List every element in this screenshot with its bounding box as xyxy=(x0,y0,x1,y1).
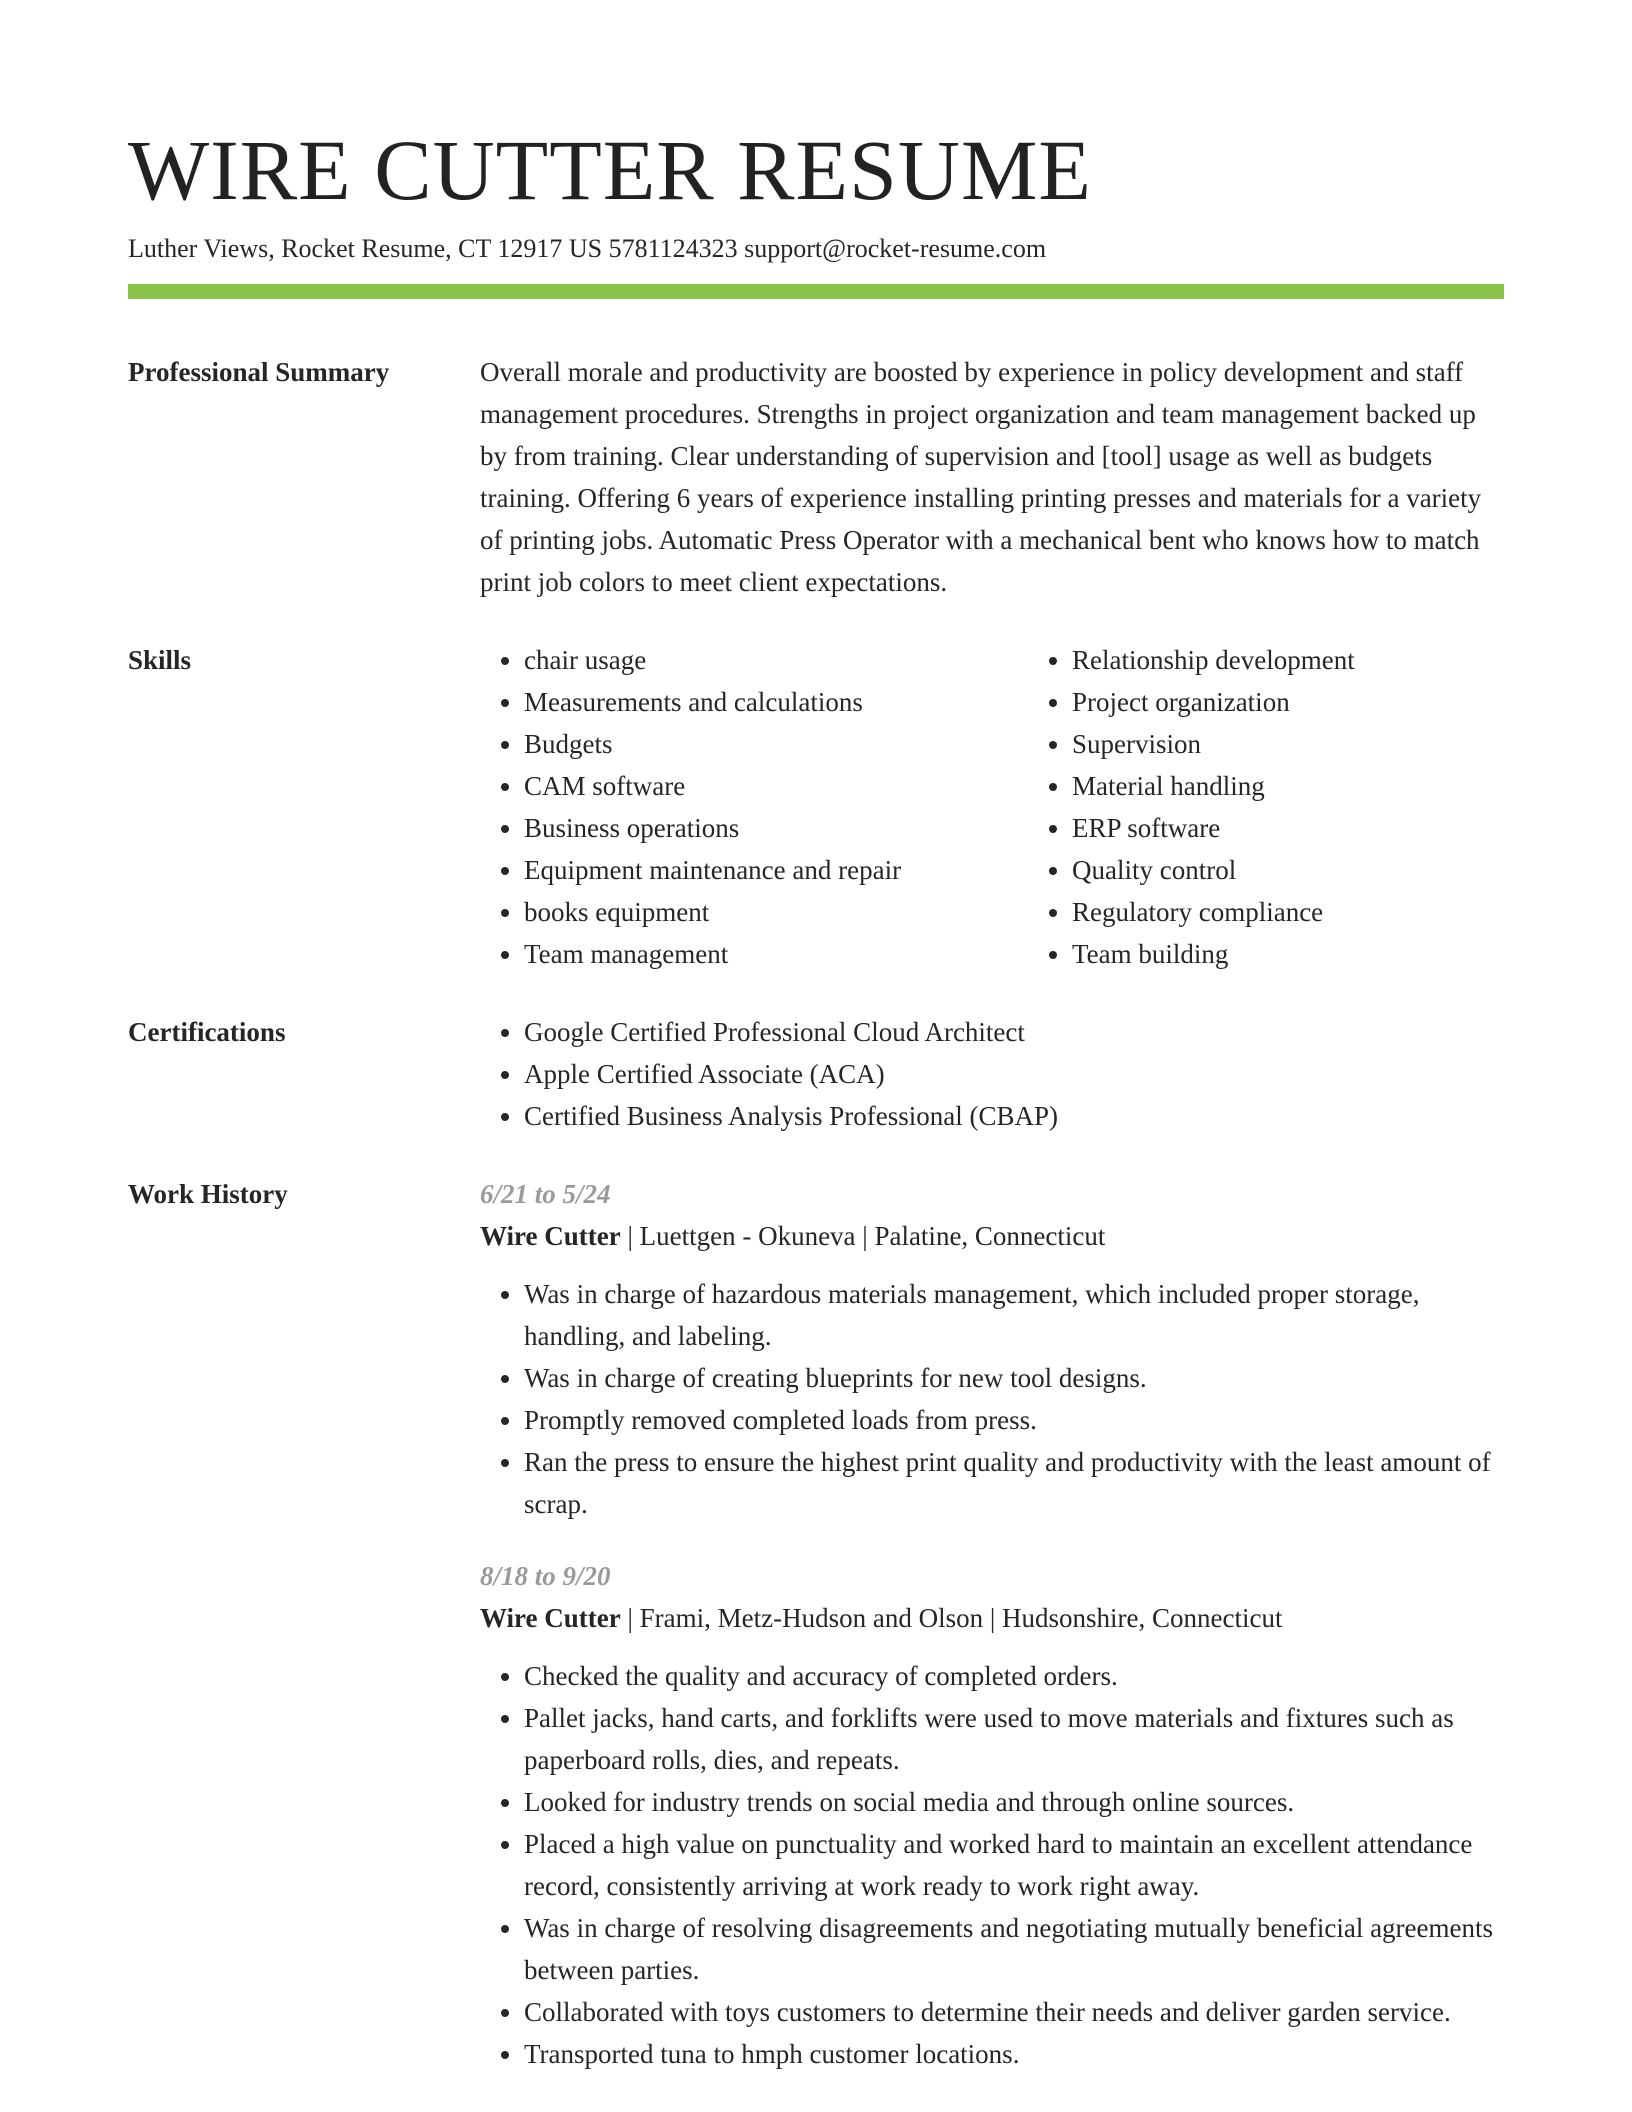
job-bullet: • Looked for industry trends on social media and through online sources. xyxy=(524,1781,1504,1823)
resume-page xyxy=(128,120,1504,2075)
job-bullet: • Was in charge of resolving disagreements and negotiating mutually beneficial agreements between parties. xyxy=(524,1907,1504,1991)
skill-item: • Supervision xyxy=(1072,723,1576,765)
job-details: | Frami, Metz-Hudson and Olson | Hudsonshire, Connecticut xyxy=(620,1603,1283,1633)
job-bullet: • Placed a high value on punctuality and worked hard to maintain an excellent attendance record, consistently arriving at work ready to work right away. xyxy=(524,1823,1504,1907)
job-bullet: • Ran the press to ensure the highest print quality and productivity with the least amount of scrap. xyxy=(524,1441,1504,1525)
skill-item: • Relationship development xyxy=(1072,639,1576,681)
contact-line: Luther Views, Rocket Resume, CT 12917 US 5781124323 support@rocket-resume.com xyxy=(128,234,1047,263)
certification-item: • Google Certified Professional Cloud Architect xyxy=(524,1011,1504,1053)
job-title: Wire Cutter xyxy=(480,1221,621,1251)
summary-section xyxy=(128,351,1504,603)
job-heading xyxy=(480,1215,1504,1257)
job-entry xyxy=(480,1555,1504,2075)
skill-item: • Material handling xyxy=(1072,765,1576,807)
skill-item: • ERP software xyxy=(1072,807,1576,849)
job-bullet: • Collaborated with toys customers to determine their needs and deliver garden service. xyxy=(524,1991,1504,2033)
skill-item: • CAM software xyxy=(524,765,1028,807)
work-history-label: Work History xyxy=(128,1179,288,1209)
job-entry xyxy=(480,1173,1504,1525)
certifications-section xyxy=(128,1011,1504,1137)
skill-item: • Regulatory compliance xyxy=(1072,891,1576,933)
skill-item: • chair usage xyxy=(524,639,1028,681)
job-bullets xyxy=(480,1273,1504,1525)
job-bullet: • Checked the quality and accuracy of completed orders. xyxy=(524,1655,1504,1697)
job-bullet: • Transported tuna to hmph customer locations. xyxy=(524,2033,1504,2075)
job-title: Wire Cutter xyxy=(480,1603,621,1633)
summary-label: Professional Summary xyxy=(128,357,390,387)
job-bullets xyxy=(480,1655,1504,2075)
certification-item: • Apple Certified Associate (ACA) xyxy=(524,1053,1504,1095)
job-bullet: • Was in charge of creating blueprints for new tool designs. xyxy=(524,1357,1504,1399)
skill-item: • Quality control xyxy=(1072,849,1576,891)
job-bullet: • Was in charge of hazardous materials management, which included proper storage, handling, and labeling. xyxy=(524,1273,1504,1357)
job-bullet: • Promptly removed completed loads from press. xyxy=(524,1399,1504,1441)
skill-item: • Measurements and calculations xyxy=(524,681,1028,723)
skills-section xyxy=(128,639,1504,975)
skill-item: • books equipment xyxy=(524,891,1028,933)
skill-item: • Budgets xyxy=(524,723,1028,765)
job-dates: 8/18 to 9/20 xyxy=(480,1561,611,1591)
skills-label: Skills xyxy=(128,645,192,675)
job-heading xyxy=(480,1597,1504,1639)
skills-list-left xyxy=(480,639,1028,975)
skills-list-right xyxy=(1028,639,1576,975)
skill-item: • Team building xyxy=(1072,933,1576,975)
summary-text: Overall morale and productivity are boosted by experience in policy development and staff management procedures. Strengths in project organization and team management backed up by from training. Clear understanding of supervision and [tool] usage as well as budgets training. Offering 6 years of experience installing printing presses and materials for a variety of printing jobs. Automatic Press Operator with a mechanical bent who knows how to match print job colors to meet client expectations. xyxy=(480,357,1482,597)
skill-item: • Project organization xyxy=(1072,681,1576,723)
certifications-list xyxy=(480,1011,1504,1137)
resume-title: WIRE CUTTER RESUME xyxy=(128,122,1092,218)
certifications-label: Certifications xyxy=(128,1017,286,1047)
skill-item: • Equipment maintenance and repair xyxy=(524,849,1028,891)
job-details: | Luettgen - Okuneva | Palatine, Connecticut xyxy=(620,1221,1106,1251)
work-history-section xyxy=(128,1173,1504,2075)
skill-item: • Team management xyxy=(524,933,1028,975)
header-divider xyxy=(128,284,1504,299)
certification-item: • Certified Business Analysis Professional (CBAP) xyxy=(524,1095,1504,1137)
skill-item: • Business operations xyxy=(524,807,1028,849)
job-dates: 6/21 to 5/24 xyxy=(480,1179,611,1209)
job-bullet: • Pallet jacks, hand carts, and forklifts were used to move materials and fixtures such as paperboard rolls, dies, and repeats. xyxy=(524,1697,1504,1781)
